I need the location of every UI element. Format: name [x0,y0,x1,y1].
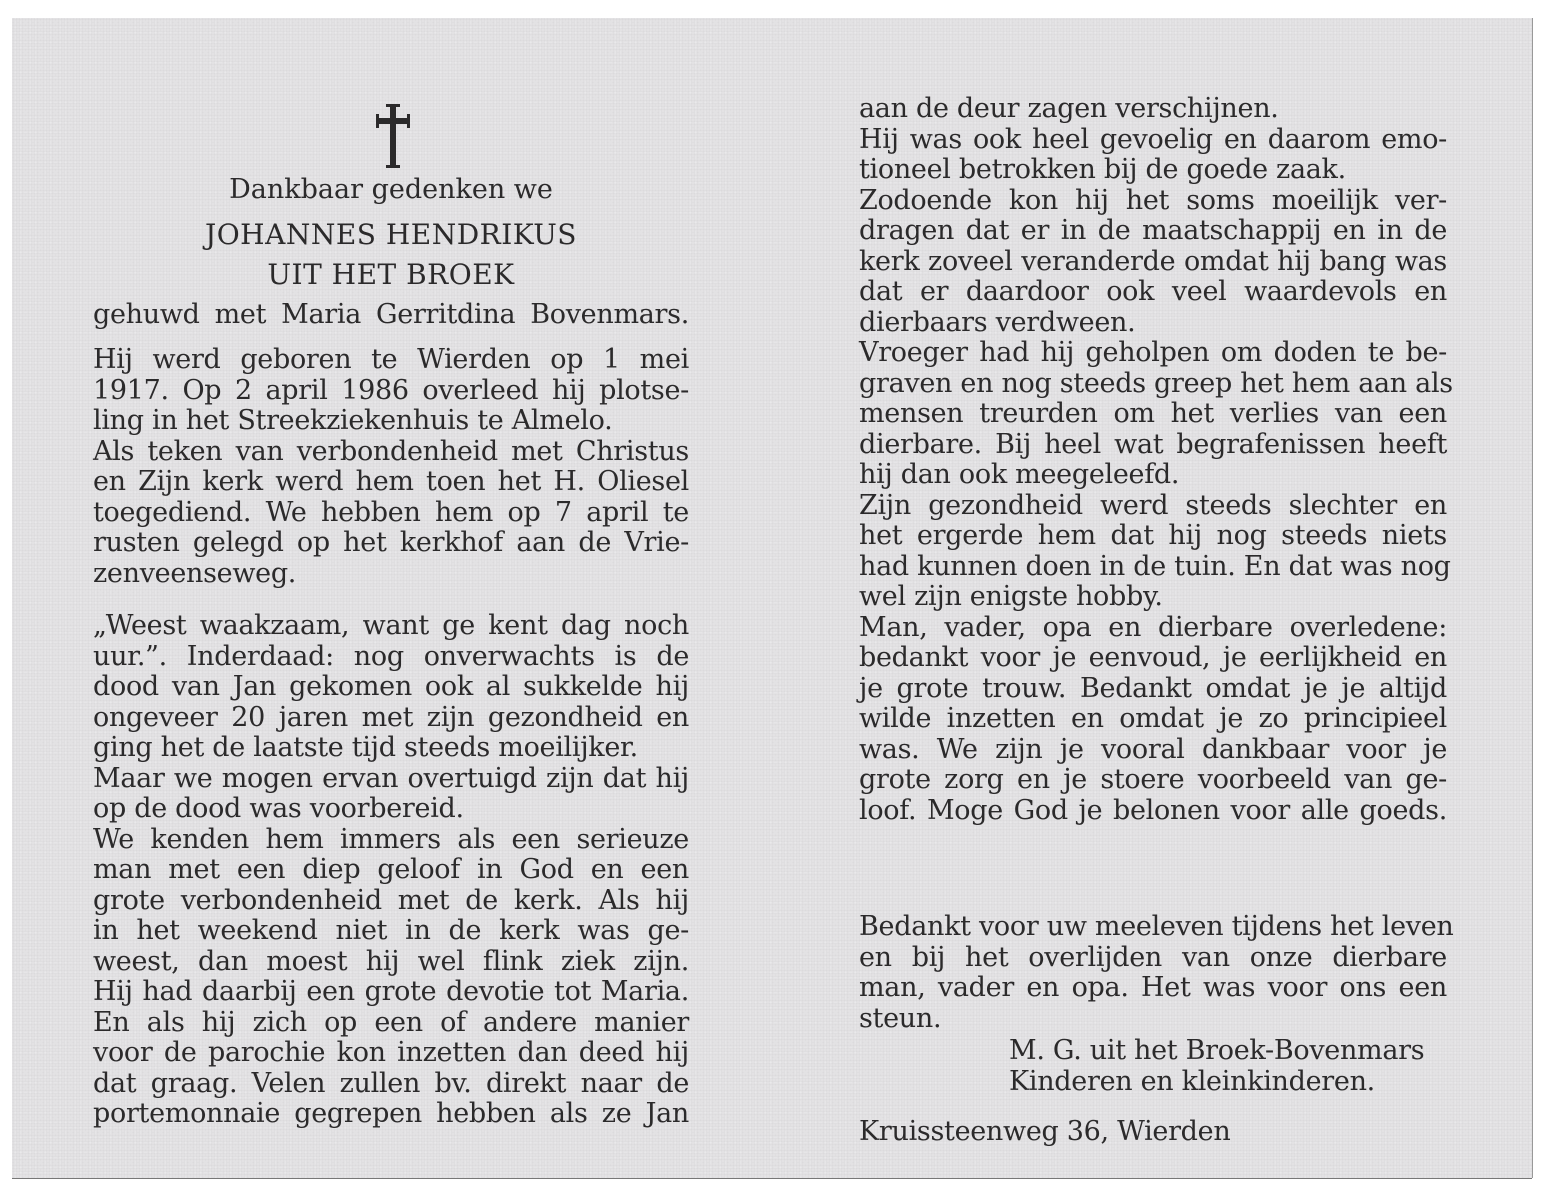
text-line: wilde inzetten en omdat je zo principieel [859,703,1447,734]
text-line: kerk zoveel veranderde omdat hij bang was [859,245,1447,277]
deceased-name-line2: UIT HET BROEK [267,258,515,291]
text-line: grote verbondenheid met de kerk. Als hij [93,884,689,916]
text-line: bedankt voor je eenvoud, je eerlijkheid en [859,642,1447,673]
spouse-paragraph [93,300,689,331]
text-line: Vroeger had hij geholpen om doden te be- [859,337,1447,368]
text-line: „Weest waakzaam, want ge kent dag noch [93,610,689,641]
text-line: dierbare. Bij heel wat begrafenissen heeft [859,428,1447,460]
text-line: aan de deur zagen verschijnen. [859,93,1279,124]
tribute-paragraph [93,611,689,1130]
text-line: gehuwd met Maria Gerritdina Bovenmars. [93,299,689,330]
text-line: wel zijn enigste hobby. [859,581,1163,612]
text-line: was. We zijn je vooral dankbaar voor je [859,733,1447,765]
text-line: zenveenseweg. [93,557,297,589]
memorial-card [12,18,1532,1178]
text-line: Maar we mogen ervan overtuigd zijn dat hij [93,762,689,794]
text-line: je grote trouw. Bedankt omdat je je altijd [859,672,1447,704]
text-line: weest, dan moest hij wel flink ziek zijn. [93,945,689,977]
text-line: Bedankt voor uw meeleven tijdens het leven [859,911,1454,942]
thanks-paragraph [859,911,1454,1034]
text-line: ling in het Streekziekenhuis te Almelo. [93,405,613,436]
text-line: grote zorg en je stoere voorbeeld van ge- [859,764,1447,795]
text-line: Hij was ook heel gevoelig en daarom emo- [859,123,1447,155]
text-line: man, vader en opa. Het was voor ons een [859,972,1447,1003]
text-line: op de dood was voorbereid. [93,793,464,824]
address [859,1117,1447,1148]
intro-text: Dankbaar gedenken we [229,174,553,205]
text-line: portemonnaie gegrepen hebben als ze Jan [93,1098,689,1129]
text-line: voor de parochie kon inzetten dan deed hij [93,1037,689,1068]
body-text [859,93,1453,826]
signature-line: M. G. uit het Broek-Bovenmars [1009,1035,1425,1066]
text-line: dat er daardoor ook veel waardevols en [859,276,1447,307]
text-line: Hij werd geboren te Wierden op 1 mei [93,344,689,375]
text-line: tioneel betrokken bij de goede zaak. [859,154,1346,185]
text-line: dragen dat er in de maatschappij en in de [859,215,1447,246]
latin-cross-icon [376,104,410,168]
text-line: 1917. Op 2 april 1986 overleed hij plotse- [93,374,689,406]
text-line: dood van Jan gekomen ook al sukkelde hij [93,671,689,702]
text-line: hij dan ook meegeleefd. [859,459,1180,490]
text-line: dierbaars verdween. [859,306,1136,338]
address-line: Kruissteenweg 36, Wierden [859,1116,1231,1147]
text-line: uur.”. Inderdaad: nog onverwachts is de [93,640,689,672]
text-line: steun. [859,1002,942,1034]
signature-block [859,1036,1447,1097]
text-line: Hij had daarbij een grote devotie tot Maria. [93,976,689,1007]
text-line: in het weekend niet in de kerk was ge- [93,915,689,946]
text-line: en bij het overlijden van onze dierbare [859,941,1447,973]
text-line: man met een diep geloof in God en een [93,854,689,885]
text-line: Als teken van verbondenheid met Christus [93,435,689,467]
text-line: het ergerde hem dat hij nog steeds niets [859,520,1447,551]
text-line: loof. Moge God je belonen voor alle goeds. [859,794,1447,826]
text-line: rusten gelegd op het kerkhof aan de Vrie- [93,527,689,558]
text-line: En als hij zich op een of andere manier [93,1006,689,1038]
text-line: ongeveer 20 jaren met zijn gezondheid en [93,701,689,733]
text-line: mensen treurden om het verlies van een [859,398,1447,429]
text-line: had kunnen doen in de tuin. En dat was nog [859,550,1451,582]
text-line: ging het de laatste tijd steeds moeilijker. [93,732,638,763]
text-line: We kenden hem immers als een serieuze [93,823,689,855]
text-line: en Zijn kerk werd hem toen het H. Oliesel [93,466,689,497]
text-line: toegediend. We hebben hem op 7 april te [93,496,689,528]
text-line: dat graag. Velen zullen bv. direkt naar de [93,1067,689,1099]
text-line: Man, vader, opa en dierbare overledene: [859,611,1447,643]
text-line: Zodoende kon hij het soms moeilijk ver- [859,184,1447,216]
text-line: graven en nog steeds greep het hem aan als [859,367,1453,399]
text-line: Zijn gezondheid werd steeds slechter en [859,489,1447,521]
deceased-name-line1: JOHANNES HENDRIKUS [205,218,577,251]
signature-line: Kinderen en kleinkinderen. [1009,1065,1375,1097]
biography-paragraph [93,345,689,589]
